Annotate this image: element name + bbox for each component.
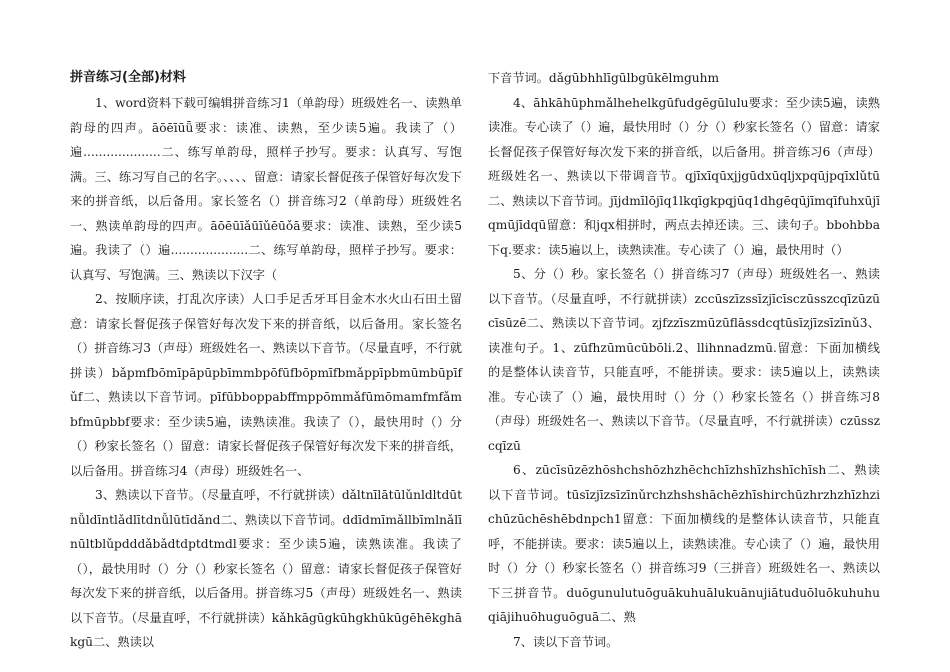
paragraph-5: 5、分（）秒。家长签名（）拼音练习7（声母）班级姓名一、熟读以下音节。（尽量直呼，不行就拼读）zccūszīzssīzjīcīsczūsszcqīzūzūcīsūzē二、熟读以下音节词。zjfzzīszmūzūflāssdcqtūsīzjīzsīzīnǔ3、读准句子。1、zūfhzūmūcūbōli.2、llihnnadzmū.留意：下面加横线的是整体认读音节，只能直呼，不能拼读。要求：读5遍以上，读熟读准。专心读了（）遍，最快用时（）分（）秒家长签名（）拼音练习8（声母）班级姓名一、熟读以下音节。（尽量直呼，不行就拼读）czūsszcqīzū [488, 267, 880, 453]
paragraph-2: 2、按顺序读，打乱次序读）人口手足舌牙耳目金木水火山石田土留意：请家长督促孩子保管好每次发下来的拼音纸，以后备用。家长签名（）拼音练习3（声母）班级姓名一、熟读以下音节。（尽量直呼，不行就拼读）bǎpmfbōmīpāpūpbīmmbpōfūfbōpmīfbmǎppīpbmūmbūpīfǔf二、熟读以下音节词。pīfūbboppabffmppōmmǎfūmōmamfmfǎmbfmūpbbf要求：至少读5遍，读熟读准。我读了（），最快用时（）分（）秒家长签名（）留意：请家长督促孩子保管好每次发下来的拼音纸，以后备用。拼音练习4（声母）班级姓名一、 [70, 292, 462, 478]
paragraph-continuation: 下音节词。dǎgūbhhlīgūlbgūkēlmguhm [488, 71, 720, 85]
left-column [70, 66, 462, 655]
right-column [488, 66, 880, 654]
paragraph-7: 7、读以下音节词。 [513, 634, 619, 649]
paragraph-1: 1、word资料下载可编辑拼音练习1（单韵母）班级姓名一、读熟单韵母的四声。āōēīūǖ要求：读准、读熟，至少读5遍。我读了（）遍....................二、练写单韵母，照样子抄写。要求：认真写、写饱满。三、练习写自己的名字。、、、、留意：请家长督促孩子保管好每次发下来的拼音纸，以后备用。家长签名（）拼音练习2（单韵母）班级姓名一、熟读单韵母的四声。āōēūīǎūīǔēūǒā要求：读准、读熟，至少读5遍。我读了（）遍....................二、练写单韵母，照样子抄写。要求：认真写、写饱满。三、熟读以下汉字（ [70, 96, 462, 282]
document-title: 拼音练习(全部)材料 [70, 70, 186, 85]
paragraph-3: 3、熟读以下音节。（尽量直呼，不行就拼读）dǎltnīlātūlǔnldltdūtnǚldīntlǎdlītdnǚlūtīdǎnd二、熟读以下音节词。ddīdmīmǎllbīmlnǎlīnūltblǔpdddǎbǎdtdptdtmdl要求：至少读5遍，读熟读准。我读了（），最快用时（）分（）秒家长签名（）留意：请家长督促孩子保管好每次发下来的拼音纸，以后备用。拼音练习5（声母）班级姓名一、熟读以下音节。（尽量直呼，不行就拼读）kǎhkāgūgkūhgkhūkūgēhēkghākgū二、熟读以 [70, 488, 462, 649]
paragraph-4: 4、āhkāhūphmǎlhehelkgūfudgēgūlulu要求：至少读5遍，读熟读准。专心读了（）遍，最快用时（）分（）秒家长签名（）留意：请家长督促孩子保管好每次发下来的拼音纸，以后备用。拼音练习6（声母）班级姓名一、熟读以下带调音节。qjīxīqūxjjgūdxūqljxpqūjpqīxlǔtū二、熟读以下音节词。jījdmīlōjīq1lkqīgkpqjūq1dhgēqūjīmqīfuhxūjīqmūjīdqū留意：和jqx相拼时，两点去掉还读。三、读句子。bbohbba下q.要求：读5遍以上，读熟读准。专心读了（）遍，最快用时（） [488, 95, 880, 257]
paragraph-6: 6、zūcīsūzēzhōshchshōzhzhēchchīzhshīzhshīchīsh二、熟读以下音节词。tūsīzjīzsīzīnǔrchzhshshāchēzhīshirchūzhrzhzhīzhzichūzūchēshēbdnpch1留意：下面加横线的是整体认读音节，只能直呼，不能拼读。要求：读5遍以上，读熟读准。专心读了（）遍，最快用时（）分（）秒家长签名（）拼音练习9（三拼音）班级姓名一、熟读以下三拼音节。duōgunulutuōguākuhuālukuānujiātuduōluōkuhuhuqiājihuōhuguōguā二、熟 [488, 463, 880, 624]
